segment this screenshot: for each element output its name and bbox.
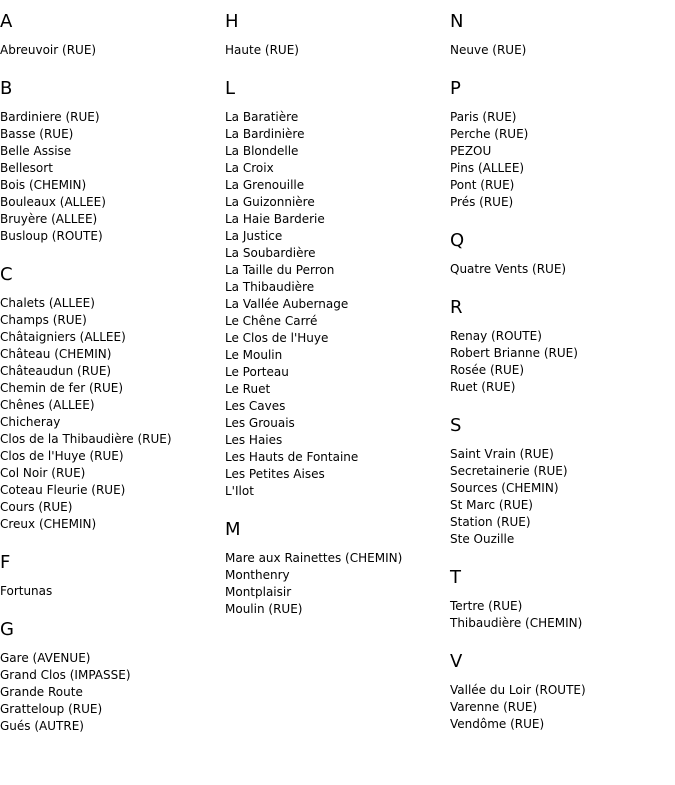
street-name: Clos de la Thibaudière (RUE) bbox=[0, 432, 172, 446]
section-letter-heading: C bbox=[0, 264, 13, 285]
street-name: Bardiniere (RUE) bbox=[0, 110, 100, 124]
street-list bbox=[450, 328, 670, 396]
street-name: Clos de l'Huye (RUE) bbox=[0, 449, 124, 463]
street-name: Perche (RUE) bbox=[450, 127, 529, 141]
street-name: La Soubardière bbox=[225, 246, 316, 260]
street-name: Cours (RUE) bbox=[0, 500, 73, 514]
section-letter-heading: T bbox=[450, 567, 461, 588]
street-list bbox=[450, 598, 670, 632]
street-list bbox=[0, 650, 220, 735]
street-name: Chalets (ALLEE) bbox=[0, 296, 95, 310]
street-name: La Guizonnière bbox=[225, 195, 315, 209]
column-1 bbox=[0, 0, 220, 735]
street-name: Bois (CHEMIN) bbox=[0, 178, 87, 192]
street-name: Renay (ROUTE) bbox=[450, 329, 542, 343]
street-name: Bruyère (ALLEE) bbox=[0, 212, 98, 226]
street-name: Neuve (RUE) bbox=[450, 43, 527, 57]
street-name: Vallée du Loir (ROUTE) bbox=[450, 683, 586, 697]
letter-section bbox=[450, 297, 670, 396]
letter-section bbox=[225, 78, 445, 500]
street-name: Chicheray bbox=[0, 415, 61, 429]
section-letter-heading: M bbox=[225, 519, 241, 540]
letter-section bbox=[450, 415, 670, 548]
street-name: Châteaudun (RUE) bbox=[0, 364, 112, 378]
street-name: La Taille du Perron bbox=[225, 263, 335, 277]
street-name: Château (CHEMIN) bbox=[0, 347, 112, 361]
street-name: Les Caves bbox=[225, 399, 286, 413]
street-name: Grande Route bbox=[0, 685, 83, 699]
street-name: Paris (RUE) bbox=[450, 110, 517, 124]
section-letter-heading: R bbox=[450, 297, 463, 318]
section-letter-heading: G bbox=[0, 619, 14, 640]
street-list bbox=[450, 446, 670, 548]
street-name: Pont (RUE) bbox=[450, 178, 515, 192]
street-list bbox=[450, 42, 670, 59]
letter-section bbox=[0, 552, 220, 600]
street-name: Basse (RUE) bbox=[0, 127, 74, 141]
street-name: La Justice bbox=[225, 229, 283, 243]
street-name: Creux (CHEMIN) bbox=[0, 517, 97, 531]
street-name: Moulin (RUE) bbox=[225, 602, 303, 616]
section-letter-heading: Q bbox=[450, 230, 465, 251]
street-list bbox=[225, 550, 445, 618]
street-name: Grand Clos (IMPASSE) bbox=[0, 668, 131, 682]
street-name: Busloup (ROUTE) bbox=[0, 229, 103, 243]
section-letter-heading: H bbox=[225, 11, 239, 32]
street-name: L'Ilot bbox=[225, 484, 254, 498]
street-name: Le Clos de l'Huye bbox=[225, 331, 329, 345]
letter-section bbox=[450, 567, 670, 632]
street-name: Le Moulin bbox=[225, 348, 283, 362]
street-name: Champs (RUE) bbox=[0, 313, 87, 327]
street-name: Robert Brianne (RUE) bbox=[450, 346, 578, 360]
street-list bbox=[450, 682, 670, 733]
street-name: Le Ruet bbox=[225, 382, 271, 396]
section-letter-heading: P bbox=[450, 78, 461, 99]
street-name: Sources (CHEMIN) bbox=[450, 481, 559, 495]
street-name: Les Grouais bbox=[225, 416, 295, 430]
street-name: Les Haies bbox=[225, 433, 283, 447]
street-list bbox=[225, 42, 445, 59]
street-name: Fortunas bbox=[0, 584, 53, 598]
street-name: Gués (AUTRE) bbox=[0, 719, 84, 733]
letter-section bbox=[450, 651, 670, 733]
letter-section bbox=[450, 11, 670, 59]
column-2 bbox=[225, 0, 445, 618]
street-name: Montplaisir bbox=[225, 585, 292, 599]
section-letter-heading: B bbox=[0, 78, 13, 99]
letter-section bbox=[0, 11, 220, 59]
street-name: Col Noir (RUE) bbox=[0, 466, 86, 480]
street-name: Station (RUE) bbox=[450, 515, 531, 529]
street-name: St Marc (RUE) bbox=[450, 498, 533, 512]
street-name: Mare aux Rainettes (CHEMIN) bbox=[225, 551, 403, 565]
letter-section bbox=[225, 519, 445, 618]
section-letter-heading: S bbox=[450, 415, 462, 436]
street-name: Abreuvoir (RUE) bbox=[0, 43, 97, 57]
street-name: Bellesort bbox=[0, 161, 53, 175]
letter-section bbox=[0, 264, 220, 533]
street-name: Varenne (RUE) bbox=[450, 700, 538, 714]
street-name: Coteau Fleurie (RUE) bbox=[0, 483, 126, 497]
street-list bbox=[0, 109, 220, 245]
street-list bbox=[0, 295, 220, 533]
letter-section bbox=[450, 78, 670, 211]
street-name: La Grenouille bbox=[225, 178, 305, 192]
street-name: Le Chêne Carré bbox=[225, 314, 318, 328]
street-name: La Bardinière bbox=[225, 127, 305, 141]
street-name: La Thibaudière bbox=[225, 280, 315, 294]
letter-section bbox=[0, 619, 220, 735]
street-name: PEZOU bbox=[450, 144, 492, 158]
street-name: La Haie Barderie bbox=[225, 212, 325, 226]
street-list bbox=[450, 261, 670, 278]
section-letter-heading: F bbox=[0, 552, 11, 573]
street-name: Monthenry bbox=[225, 568, 290, 582]
street-name: Tertre (RUE) bbox=[450, 599, 523, 613]
street-name: Le Porteau bbox=[225, 365, 289, 379]
street-name: Chênes (ALLEE) bbox=[0, 398, 95, 412]
street-name: Rosée (RUE) bbox=[450, 363, 525, 377]
street-list bbox=[450, 109, 670, 211]
section-letter-heading: V bbox=[450, 651, 463, 672]
street-name: Gratteloup (RUE) bbox=[0, 702, 103, 716]
street-name: Prés (RUE) bbox=[450, 195, 514, 209]
street-name: Ste Ouzille bbox=[450, 532, 515, 546]
street-name: Vendôme (RUE) bbox=[450, 717, 545, 731]
column-3 bbox=[450, 0, 670, 733]
street-name: Quatre Vents (RUE) bbox=[450, 262, 567, 276]
street-name: Chemin de fer (RUE) bbox=[0, 381, 124, 395]
street-name: Les Hauts de Fontaine bbox=[225, 450, 359, 464]
street-name: Châtaigniers (ALLEE) bbox=[0, 330, 126, 344]
letter-section bbox=[450, 230, 670, 278]
street-name: Bouleaux (ALLEE) bbox=[0, 195, 106, 209]
street-name: Secretainerie (RUE) bbox=[450, 464, 568, 478]
street-name: Thibaudière (CHEMIN) bbox=[450, 616, 583, 630]
street-name: Haute (RUE) bbox=[225, 43, 299, 57]
street-list bbox=[0, 42, 220, 59]
street-name: Ruet (RUE) bbox=[450, 380, 516, 394]
street-name: Gare (AVENUE) bbox=[0, 651, 91, 665]
street-name: Les Petites Aises bbox=[225, 467, 325, 481]
section-letter-heading: N bbox=[450, 11, 464, 32]
street-name: Belle Assise bbox=[0, 144, 72, 158]
street-name: La Vallée Aubernage bbox=[225, 297, 349, 311]
street-name: La Croix bbox=[225, 161, 274, 175]
street-list bbox=[225, 109, 445, 500]
street-list bbox=[0, 583, 220, 600]
section-letter-heading: L bbox=[225, 78, 236, 99]
street-name: Pins (ALLEE) bbox=[450, 161, 525, 175]
section-letter-heading: A bbox=[0, 11, 13, 32]
street-name: La Baratière bbox=[225, 110, 299, 124]
letter-section bbox=[225, 11, 445, 59]
street-name: La Blondelle bbox=[225, 144, 299, 158]
street-name: Saint Vrain (RUE) bbox=[450, 447, 554, 461]
letter-section bbox=[0, 78, 220, 245]
